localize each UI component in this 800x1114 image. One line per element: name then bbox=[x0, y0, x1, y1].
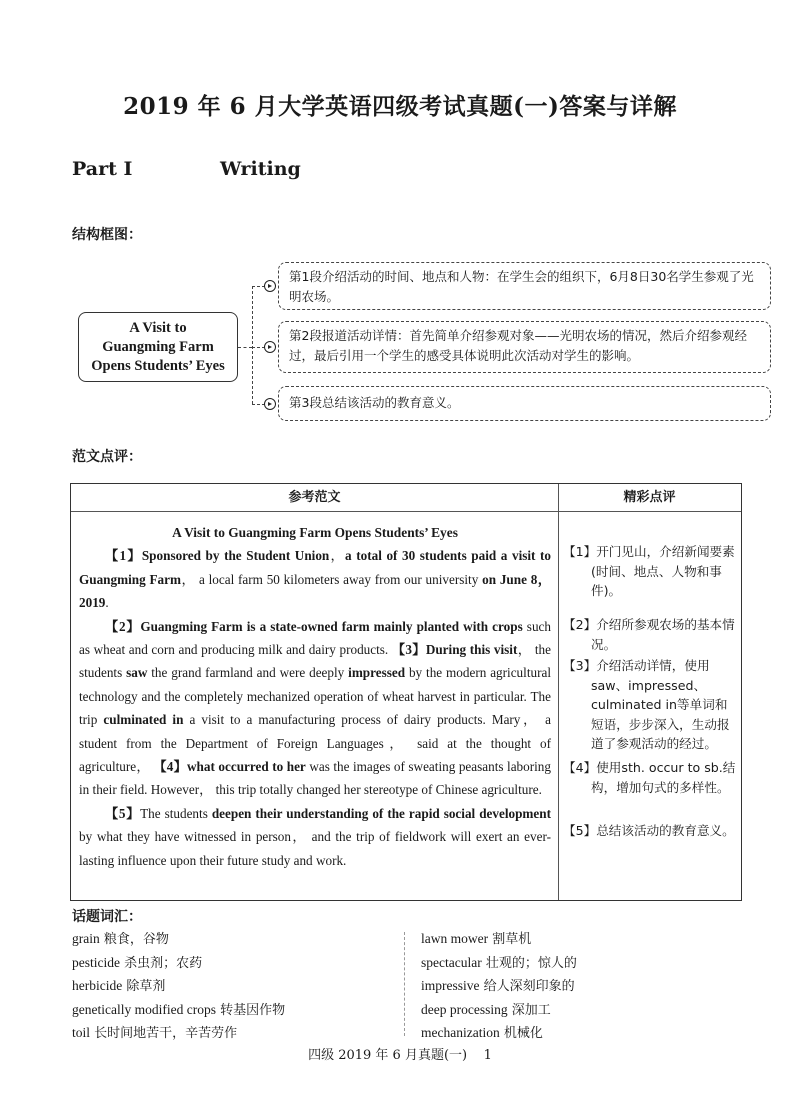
essay-highlight: 【5】 bbox=[105, 805, 141, 821]
essay-text: was the images of sweating peasants laboring in their field. However， this trip totally changed her stereotype of Chinese agriculture. bbox=[79, 759, 551, 798]
vocab-item: lawn mower 割草机 bbox=[421, 931, 532, 947]
essay-highlight: impressed bbox=[348, 665, 406, 681]
essay-highlight: deepen their understanding of the rapid social development bbox=[211, 805, 551, 821]
vocab-item: impressive 给人深刻印象的 bbox=[421, 978, 575, 995]
center-title-line: A Visit to bbox=[129, 319, 187, 336]
review-heading: 范文点评： bbox=[72, 449, 142, 465]
essay-text: a visit to a manufacturing process of dairy products. Mary， a student from the Department of Foreign Languages， said at the thought of agriculture， bbox=[79, 712, 551, 775]
center-title-line: Guangming Farm bbox=[102, 338, 214, 355]
column-header-essay: 参考范文 bbox=[288, 490, 341, 505]
sample-essay bbox=[79, 521, 551, 872]
column-header-comment: 精彩点评 bbox=[623, 490, 676, 505]
vocab-item: herbicide 除草剂 bbox=[72, 978, 166, 995]
essay-paragraph bbox=[79, 615, 551, 802]
essay-highlight: a total of 30 students paid a visit to Guangming Farm bbox=[79, 548, 552, 587]
comment-item: 【5】总结该活动的教育意义。 bbox=[563, 823, 735, 838]
part-heading bbox=[72, 158, 301, 180]
connector-line bbox=[238, 347, 252, 348]
connector-line bbox=[252, 286, 253, 404]
essay-highlight: 【1】Sponsored by the Student Union bbox=[105, 548, 330, 564]
essay-highlight: 【3】During this visit bbox=[391, 642, 518, 658]
essay-highlight: on June 8， 2019 bbox=[79, 571, 551, 611]
vocab-item: grain 粮食，谷物 bbox=[72, 931, 169, 947]
essay-text: . bbox=[105, 595, 109, 611]
structure-box: 第3段总结该活动的教育意义。 bbox=[278, 386, 771, 421]
essay-text: ， bbox=[329, 548, 346, 564]
vocab-item: deep processing 深加工 bbox=[421, 1001, 551, 1018]
vocab-column-right bbox=[421, 928, 577, 1046]
center-title-line: Opens Students’ Eyes bbox=[91, 357, 225, 374]
vocab-item: toil 长时间地苦干，辛苦劳作 bbox=[72, 1025, 238, 1042]
review-table bbox=[70, 483, 742, 901]
essay-text: the grand farmland and were deeply bbox=[147, 665, 349, 681]
comment-item: 【2】介绍所参观农场的基本情况。 bbox=[563, 617, 735, 652]
structure-box: 第2段报道活动详情：首先简单介绍参观对象——光明农场的情况，然后介绍参观经过，最后引用一个学生的感受具体说明此次活动对学生的影响。 bbox=[278, 321, 771, 373]
column-divider bbox=[558, 484, 559, 900]
essay-text: ， the students bbox=[79, 642, 551, 681]
page-footer: 四级 2019 年 6 月真题(一) 1 bbox=[308, 1048, 492, 1063]
vocab-heading: 话题词汇： bbox=[72, 909, 142, 925]
arrow-right-icon bbox=[264, 398, 276, 410]
essay-text: by what they have witnessed in person， and the trip of fieldwork will exert an ever-lasting influence upon their future study and work. bbox=[79, 829, 551, 868]
arrow-right-icon bbox=[264, 341, 276, 353]
essay-text: by the modern agricultural technology and the completely mechanized operation of wheat harvest in particular. The trip bbox=[79, 665, 551, 728]
vocab-item: genetically modified crops 转基因作物 bbox=[72, 1001, 286, 1018]
vocab-item: mechanization 机械化 bbox=[421, 1025, 543, 1042]
comment-item: 【4】使用sth. occur to sb.结构，增加句式的多样性。 bbox=[563, 760, 736, 795]
essay-highlight: saw bbox=[126, 665, 148, 681]
essay-highlight: culminated in bbox=[103, 712, 184, 728]
essay-text: The students bbox=[140, 805, 212, 821]
vocab-column-left bbox=[72, 928, 285, 1046]
table-header bbox=[71, 484, 741, 512]
comment-item: 【3】介绍活动详情，使用saw、impressed、culminated in等单词和短语，步步深入，生动报道了参观活动的经过。 bbox=[563, 658, 730, 751]
structure-heading: 结构框图： bbox=[72, 227, 142, 243]
arrow-right-icon bbox=[264, 280, 276, 292]
vocab-item: pesticide 杀虫剂；农药 bbox=[72, 954, 203, 971]
part-name: Writing bbox=[220, 158, 301, 180]
page-title: 2019 年 6 月大学英语四级考试真题(一)答案与详解 bbox=[123, 93, 677, 120]
essay-text: ， a local farm 50 kilometers away from our university bbox=[180, 571, 483, 587]
essay-highlight: 【4】what occurred to her bbox=[153, 759, 306, 775]
structure-center-box bbox=[78, 312, 238, 382]
essay-highlight: 【2】Guangming Farm is a state-owned farm mainly planted with crops bbox=[105, 618, 523, 634]
comment-item: 【1】开门见山，介绍新闻要素(时间、地点、人物和事件)。 bbox=[563, 544, 735, 598]
part-label: Part Ⅰ bbox=[72, 158, 133, 180]
vocab-item: spectacular 壮观的；惊人的 bbox=[421, 954, 577, 971]
essay-paragraph bbox=[79, 544, 551, 614]
vocab-divider bbox=[404, 932, 405, 1036]
essay-text: such as wheat and corn and producing milk and dairy products. bbox=[79, 618, 551, 658]
essay-paragraph bbox=[79, 802, 551, 872]
structure-box: 第1段介绍活动的时间、地点和人物：在学生会的组织下，6月8日30名学生参观了光明农场。 bbox=[278, 262, 771, 310]
essay-title: A Visit to Guangming Farm Opens Students’ Eyes bbox=[172, 525, 458, 540]
